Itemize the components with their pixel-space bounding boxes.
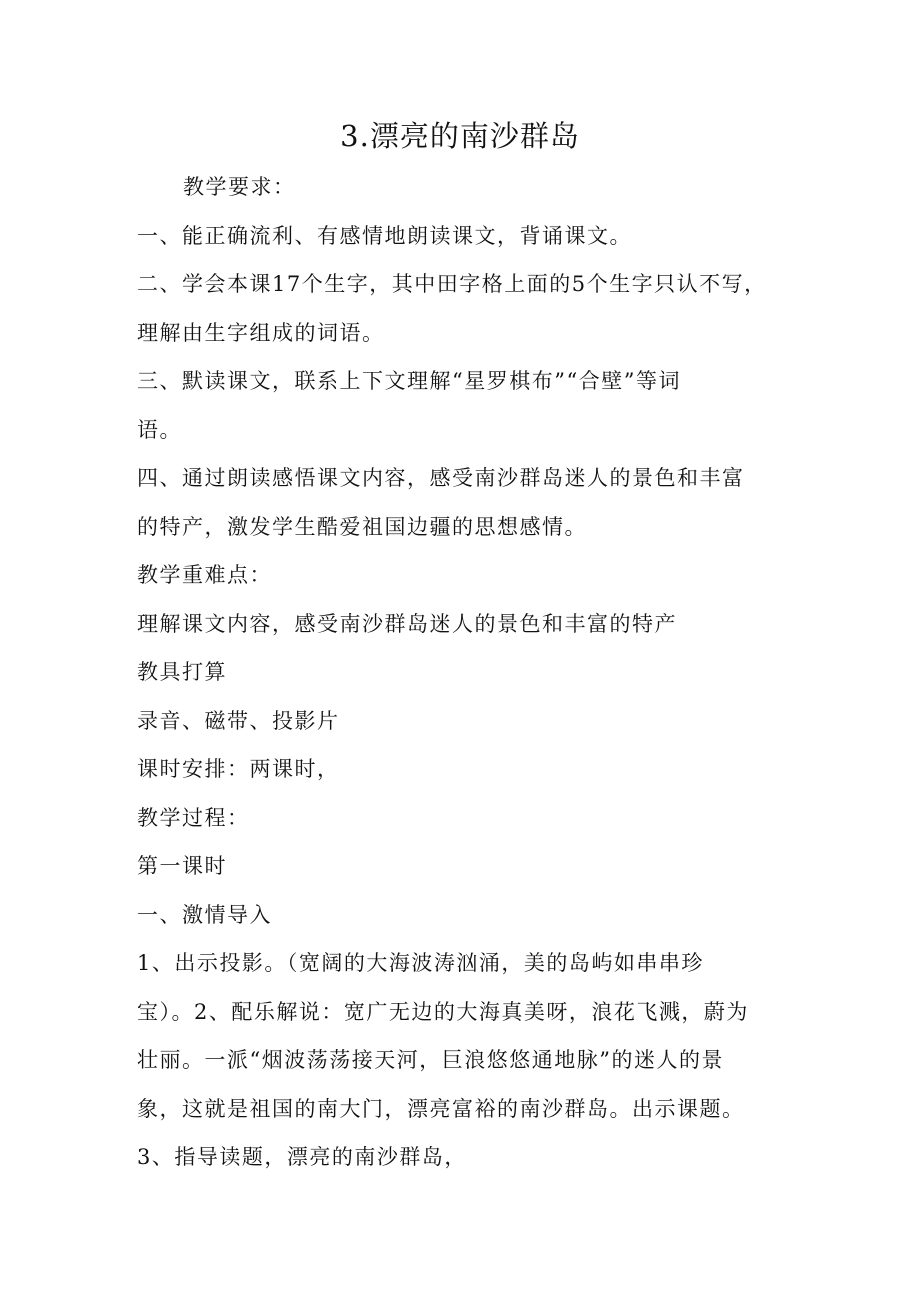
section-heading-first-lesson: 第一课时 [137, 854, 227, 878]
paragraph-line: 理解课文内容，感受南沙群岛迷人的景色和丰富的特产 [137, 611, 677, 636]
paragraph-line: 3、指导读题，漂亮的南沙群岛， [137, 1145, 467, 1169]
section-heading-process: 教学过程： [137, 805, 250, 830]
paragraph-line: 象，这就是祖国的南大门，漂亮富裕的南沙群岛。出示课题。 [137, 1096, 745, 1121]
paragraph-line: 理解由生字组成的词语。 [137, 320, 385, 345]
paragraph-line: 一、能正确流利、有感情地朗读课文，背诵课文。 [137, 223, 632, 248]
paragraph-line: 二、学会本课17个生字，其中田字格上面的5个生字只认不写， [137, 272, 767, 296]
paragraph-line: 壮丽。一派“烟波荡荡接天河，巨浪悠悠通地脉”的迷人的景 [137, 1048, 724, 1072]
document-title: 3.漂亮的南沙群岛 [340, 119, 580, 153]
paragraph-line: 四、通过朗读感悟课文内容，感受南沙群岛迷人的景色和丰富 [137, 466, 745, 490]
paragraph-line: 语。 [137, 417, 182, 442]
section-heading-requirements: 教学要求： [183, 175, 296, 199]
paragraph-line: 三、默读课文，联系上下文理解“星罗棋布”“合壁”等词 [137, 369, 681, 393]
section-heading-teaching-aids: 教具打算 [137, 660, 227, 684]
document-body [137, 166, 782, 1185]
paragraph-line: 录音、磁带、投影片 [137, 708, 340, 733]
paragraph-line: 的特产，激发学生酷爱祖国边疆的思想感情。 [137, 514, 587, 539]
section-heading-intro: 一、激情导入 [137, 902, 272, 927]
paragraph-line: 宝）。2、配乐解说：宽广无边的大海真美呀，浪花飞溅，蔚为 [137, 999, 749, 1024]
paragraph-line: 课时安排：两课时， [137, 757, 340, 781]
paragraph-line: 1、出示投影。（宽阔的大海波涛汹涌，美的岛屿如串串珍 [137, 951, 704, 975]
section-heading-key-points: 教学重难点： [137, 563, 272, 587]
